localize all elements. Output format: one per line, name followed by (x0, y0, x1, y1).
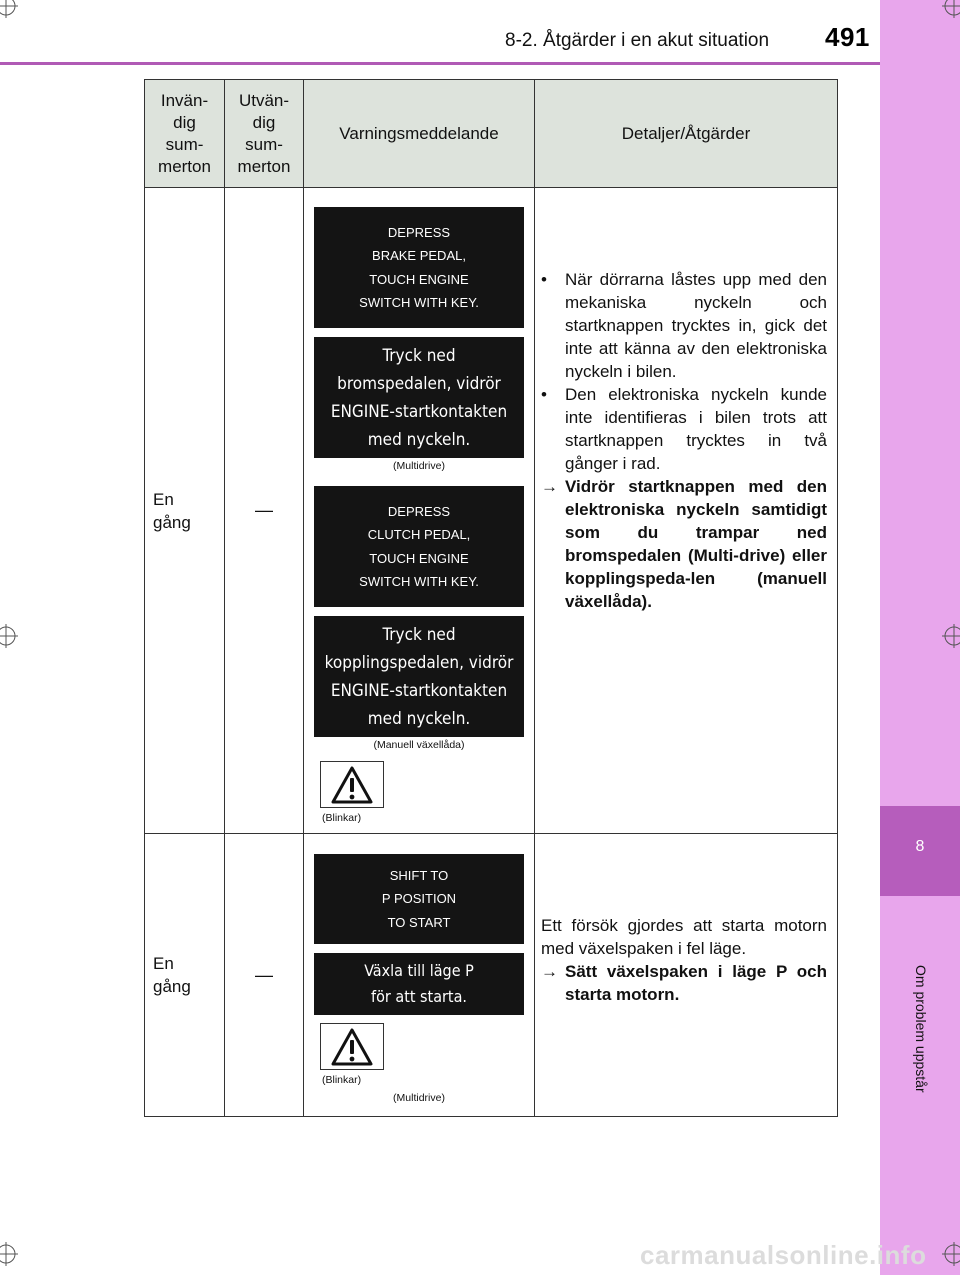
header-rule (0, 62, 880, 65)
warning-indicator (314, 761, 524, 824)
display-message-sv: Tryck ned kopplingspedalen, vidrör ENGINE-startkontakten med nyckeln. (314, 616, 524, 737)
header-inside-buzzer: Invän- dig sum- merton (145, 80, 225, 188)
message-caption: (Manuell växellåda) (373, 739, 465, 751)
details-cell (535, 188, 838, 834)
crop-mark-icon (942, 624, 960, 648)
detail-action: → Sätt växelspaken i läge P och starta motorn. (541, 962, 827, 1004)
crop-mark-icon (0, 1242, 18, 1266)
warning-indicator-box (320, 1023, 384, 1070)
warning-caption: (Blinkar) (322, 1074, 362, 1086)
crop-mark-icon (942, 0, 960, 18)
bullet-icon: • (541, 385, 547, 404)
page-number: 491 (825, 22, 870, 52)
detail-text: Ett försök gjordes att starta motorn med växelspaken i fel läge. (541, 916, 827, 958)
watermark: carmanualsonline.info (640, 1240, 927, 1270)
warning-message-cell (304, 834, 535, 1117)
bullet-icon: • (541, 270, 547, 289)
right-arrow-icon: → (541, 962, 558, 981)
display-message-sv: Växla till läge P för att starta. (314, 953, 524, 1015)
detail-bullet: • Den elektroniska nyckeln kunde inte identifieras i bilen trots att startknappen trycktes in två gånger i rad. (541, 385, 827, 473)
display-message-en: SHIFT TO P POSITION TO START (314, 854, 524, 944)
display-message-en: DEPRESS CLUTCH PEDAL, TOUCH ENGINE SWITCH WITH KEY. (314, 486, 524, 607)
header-warning-message: Varningsmeddelande (304, 80, 535, 188)
crop-mark-icon (0, 0, 18, 18)
message-caption: (Multidrive) (393, 1092, 445, 1104)
warning-indicator-box (320, 761, 384, 808)
detail-action: → Vidrör startknappen med den elektroniska nyckeln samtidigt som du trampar ned bromspedalen (Multi-drive) eller kopplingspeda-len (manuell växellåda). (541, 477, 827, 611)
crop-mark-icon (942, 1242, 960, 1266)
display-message-sv: Tryck ned bromspedalen, vidrör ENGINE-startkontakten med nyckeln. (314, 337, 524, 458)
table-row (145, 834, 838, 1117)
display-message-en: DEPRESS BRAKE PEDAL, TOUCH ENGINE SWITCH WITH KEY. (314, 207, 524, 328)
chapter-number: 8 (915, 838, 925, 855)
table-header-row (145, 80, 838, 188)
warning-triangle-icon (330, 1027, 374, 1067)
warning-triangle-icon (330, 765, 374, 805)
crop-mark-icon (0, 624, 18, 648)
detail-bullet: • När dörrarna låstes upp med den mekaniska nyckeln och startknappen trycktes in, gick det inte att känna av den elektroniska nyckeln i bilen. (541, 270, 827, 381)
warning-caption: (Blinkar) (322, 812, 362, 824)
outside-buzzer-cell: — (225, 188, 304, 834)
warning-message-table (144, 79, 838, 1117)
details-cell (535, 834, 838, 1117)
message-caption: (Multidrive) (393, 460, 445, 472)
table-row (145, 188, 838, 834)
inside-buzzer-cell: En gång (145, 188, 225, 834)
outside-buzzer-cell: — (225, 834, 304, 1117)
warning-indicator (314, 1023, 524, 1086)
header-outside-buzzer: Utvän- dig sum- merton (225, 80, 304, 188)
header-details: Detaljer/Åtgärder (535, 80, 838, 188)
chapter-label: Om problem uppstår (913, 965, 929, 1093)
inside-buzzer-cell: En gång (145, 834, 225, 1117)
right-arrow-icon: → (541, 477, 558, 496)
warning-message-cell (304, 188, 535, 834)
section-title: 8-2. Åtgärder i en akut situation (505, 30, 770, 51)
